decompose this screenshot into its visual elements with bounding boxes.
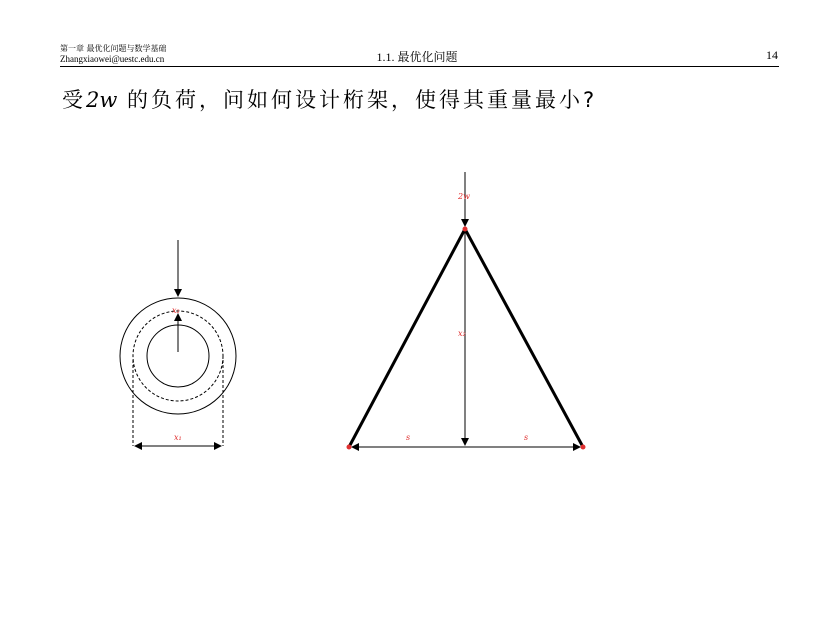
author-email: Zhangxiaowei@uestc.edu.cn [60, 54, 165, 64]
truss-label-height: x₂ [458, 329, 466, 338]
question-suffix: 的负荷，问如何设计桁架，使得其重量最小? [117, 88, 598, 112]
section-title: 1.1. 最优化问题 [376, 50, 458, 64]
truss-right-member [465, 229, 583, 447]
chapter-title: 第一章 最优化问题与数学基础 [60, 44, 167, 53]
tube-label-x2: x₂ [172, 306, 180, 315]
truss-label-left-span: s [406, 433, 411, 442]
truss [347, 172, 586, 450]
truss-label-load: 2w [458, 192, 470, 201]
truss-right-node [581, 445, 586, 450]
question-prefix: 受 [62, 88, 86, 112]
tube-cross-section [120, 240, 236, 446]
truss-left-member [349, 229, 465, 447]
truss-left-node [347, 445, 352, 450]
tube-label-x1: x₁ [174, 433, 182, 442]
truss-apex-node [463, 227, 468, 232]
truss-label-right-span: s [524, 433, 529, 442]
page-number: 14 [766, 48, 778, 62]
load-symbol: 2w [86, 88, 118, 112]
